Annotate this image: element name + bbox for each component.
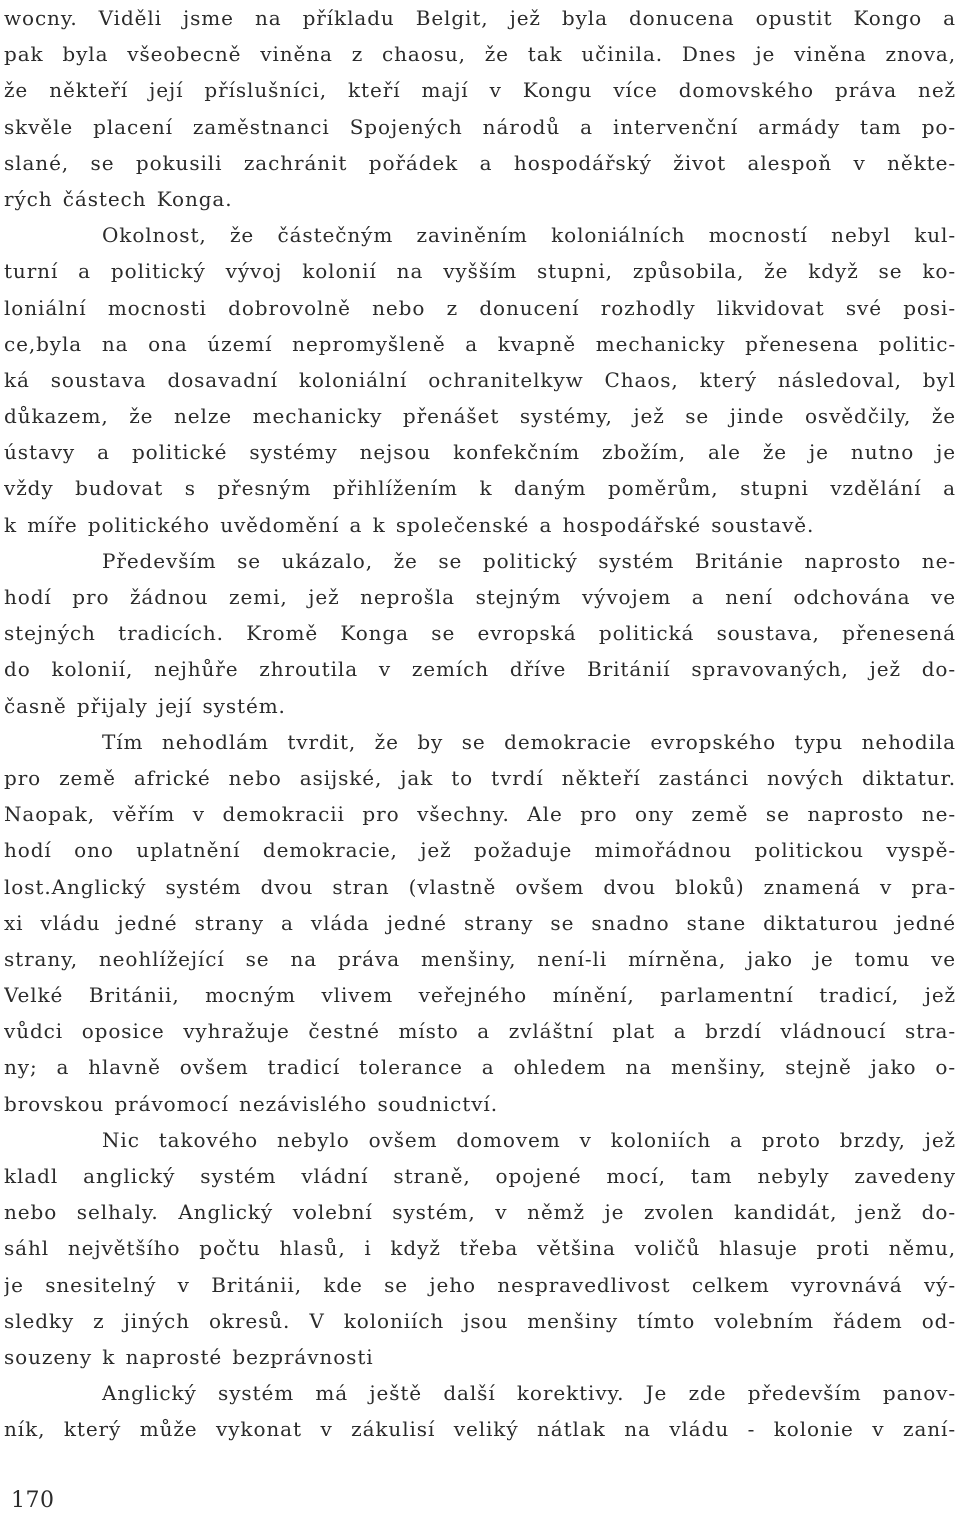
text-line: Anglický systém má ještě další korektivy. Je zde především panov- xyxy=(102,1381,956,1406)
text-line: hodí ono uplatnění demokracie, jež požaduje mimořádnou politickou vyspě- xyxy=(4,838,956,863)
text-line: ce,byla na ona území nepromyšleně a kvapně mechanicky přenesena politic- xyxy=(4,331,956,356)
text-line: slané, se pokusili zachránit pořádek a hospodářský život alespoň v někte- xyxy=(4,150,956,175)
text-line: skvěle placení zaměstnanci Spojených národů a intervenční armády tam po- xyxy=(4,114,956,139)
text-line: ník, který může vykonat v zákulisí veliký nátlak na vládu - kolonie v zaní- xyxy=(4,1417,956,1442)
text-line: kladl anglický systém vládní straně, opojené mocí, tam nebyly zavedeny xyxy=(4,1164,956,1188)
text-line: Velké Británii, mocným vlivem veřejného mínění, parlamentní tradicí, jež xyxy=(4,983,956,1008)
text-line: wocny. Viděli jsme na příkladu Belgit, jež byla donucena opustit Kongo a xyxy=(4,6,956,30)
text-line: do kolonií, nejhůře zhroutila v zemích dříve Británií spravovaných, jež do- xyxy=(4,657,956,682)
text-line: loniální mocnosti dobrovolně nebo z donucení rozhodly likvidovat své posi- xyxy=(4,295,956,320)
text-line: vůdci oposice vyhražuje čestné místo a zvláštní plat a brzdí vládnoucí stra- xyxy=(4,1019,956,1044)
text-line: k míře politického uvědomění a k společenské a hospodářské soustavě. xyxy=(4,512,815,537)
text-line: Tím nehodlám tvrdit, že by se demokracie evropského typu nehodila xyxy=(102,729,956,754)
text-line: brovskou právomocí nezávislého soudnictví. xyxy=(4,1091,498,1116)
text-line: důkazem, že nelze mechanicky přenášet systémy, jež se jinde osvědčily, že xyxy=(4,404,956,429)
text-line: ká soustava dosavadní koloniální ochranitelkyw Chaos, který následoval, byl xyxy=(4,367,956,392)
text-line: časně přijaly její systém. xyxy=(4,693,286,718)
text-line: rých částech Konga. xyxy=(4,186,233,211)
text-line: hodí pro žádnou zemi, jež neprošla stejným vývojem a není odchována ve xyxy=(4,585,956,609)
text-line: Naopak, věřím v demokracii pro všechny. Ale pro ony země se naprosto ne- xyxy=(4,802,956,827)
text-line: ústavy a politické systémy nejsou konfekčním zbožím, ale že je nutno je xyxy=(4,440,956,465)
text-line: sledky z jiných okresů. V koloniích jsou menšiny tímto volebním řádem od- xyxy=(4,1308,956,1333)
text-line: stejných tradicích. Kromě Konga se evropská politická soustava, přenesená xyxy=(4,621,956,646)
text-line: je snesitelný v Británii, kde se jeho nespravedlivost celkem vyrovnává vý- xyxy=(4,1272,956,1297)
text-line: xi vládu jedné strany a vláda jedné strany se snadno stane diktaturou jedné xyxy=(4,910,956,935)
text-line: Především se ukázalo, že se politický systém Británie naprosto ne- xyxy=(102,548,956,573)
text-line: lost.Anglický systém dvou stran (vlastně ovšem dvou bloků) znamená v pra- xyxy=(4,874,956,899)
text-line: sáhl největšího počtu hlasů, i když třeba většina voličů hlasuje proti němu, xyxy=(4,1236,956,1261)
text-line: ny; a hlavně ovšem tradicí tolerance a ohledem na menšiny, stejně jako o- xyxy=(4,1055,956,1080)
text-line: pro země africké nebo asijské, jak to tvrdí někteří zastánci nových diktatur. xyxy=(4,765,956,790)
text-line: pak byla všeobecně viněna z chaosu, že tak učinila. Dnes je viněna znova, xyxy=(4,42,956,67)
text-line: souzeny k naprosté bezprávnosti xyxy=(4,1344,374,1369)
text-line: strany, neohlížející se na práva menšiny, není-li mírněna, jako je tomu ve xyxy=(4,946,956,971)
text-line: že někteří její příslušníci, kteří mají v Kongu více domovského práva než xyxy=(4,78,956,103)
text-line: turní a politický vývoj kolonií na vyšším stupni, způsobila, že když se ko- xyxy=(4,259,956,284)
page-number: 170 xyxy=(11,1488,55,1513)
text-line: Nic takového nebylo ovšem domovem v koloniích a proto brzdy, jež xyxy=(102,1127,956,1152)
text-line: vždy budovat s přesným přihlížením k daným poměrům, stupni vzdělání a xyxy=(4,476,956,501)
text-line: nebo selhaly. Anglický volební systém, v němž je zvolen kandidát, jenž do- xyxy=(4,1200,956,1225)
text-line: Okolnost, že částečným zaviněním koloniálních mocností nebyl kul- xyxy=(102,223,956,248)
body-text xyxy=(4,0,956,1448)
